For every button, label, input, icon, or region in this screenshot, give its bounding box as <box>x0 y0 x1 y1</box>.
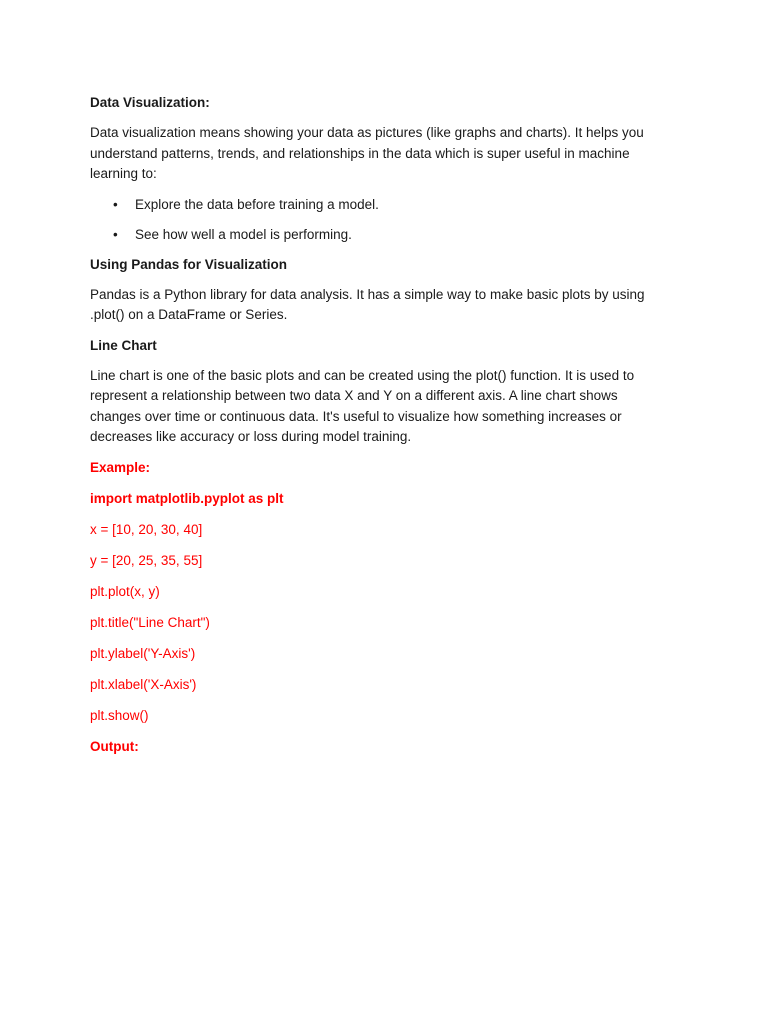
example-label: Example: <box>90 459 151 475</box>
list-item <box>90 225 670 245</box>
document-page <box>90 93 670 768</box>
code-line: x = [10, 20, 30, 40] <box>90 521 203 537</box>
list-item <box>90 195 670 215</box>
heading-data-visualization: Data Visualization: <box>90 95 210 110</box>
list-item-text: Explore the data before training a model. <box>135 196 379 212</box>
heading-using-pandas: Using Pandas for Visualization <box>90 256 288 272</box>
list-item-text: See how well a model is performing. <box>135 226 352 242</box>
code-line: plt.xlabel('X-Axis') <box>90 676 197 692</box>
code-line: plt.show() <box>90 707 149 723</box>
code-line: plt.ylabel('Y-Axis') <box>90 645 196 661</box>
paragraph-data-visualization: Data visualization means showing your data as pictures (like graphs and charts). It helps you understand patterns, trends, and relationships in the data which is super useful in machine learning to: <box>90 125 644 181</box>
output-label: Output: <box>90 738 139 754</box>
code-line: plt.title("Line Chart") <box>90 614 210 630</box>
code-import-line: import matplotlib.pyplot as plt <box>90 490 284 506</box>
bullet-list <box>90 195 670 245</box>
heading-line-chart: Line Chart <box>90 337 157 353</box>
bullet-icon: • <box>113 226 118 242</box>
bullet-icon: • <box>113 196 118 212</box>
code-line: y = [20, 25, 35, 55] <box>90 552 203 568</box>
code-line: plt.plot(x, y) <box>90 583 160 599</box>
paragraph-using-pandas: Pandas is a Python library for data analysis. It has a simple way to make basic plots by using .plot() on a DataFrame or Series. <box>90 286 645 322</box>
paragraph-line-chart: Line chart is one of the basic plots and can be created using the plot() function. It is used to represent a relationship between two data X and Y on a different axis. A line chart shows changes over time or continuous data. It's useful to visualize how something increases or decreases like accuracy or loss during model training. <box>90 367 635 444</box>
